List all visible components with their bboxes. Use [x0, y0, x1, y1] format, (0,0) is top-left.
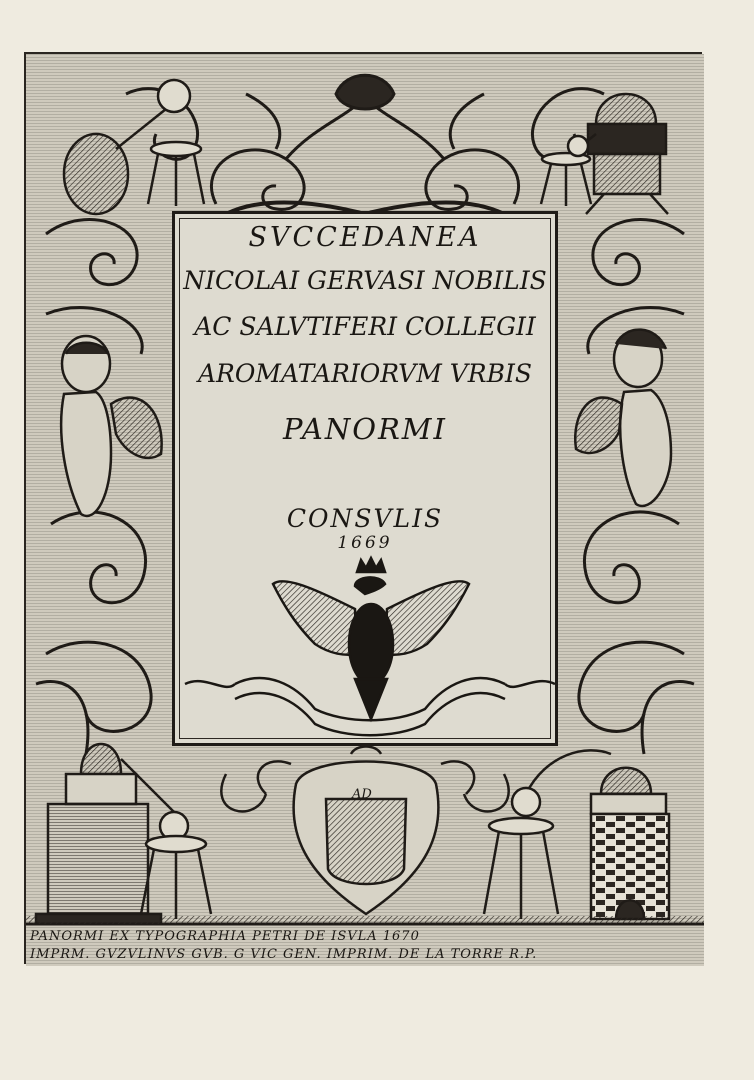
- title-line-4: AROMATARIORVM VRBIS: [198, 359, 532, 388]
- title-line-2: NICOLAI GERVASI NOBILIS: [183, 266, 547, 295]
- title-line-3: AC SALVTIFERI COLLEGII: [194, 312, 536, 341]
- title-line-5: PANORMI: [283, 412, 447, 446]
- title-cartouche: [172, 211, 558, 746]
- title-line-1: SVCCEDANEA: [248, 222, 482, 253]
- coat-of-arms-letters: AD: [352, 787, 372, 802]
- imprint-line-1: PANORMI EX TYPOGRAPHIA PETRI DE ISVLA 1670: [30, 929, 420, 944]
- engraved-plate: [24, 52, 702, 964]
- imprint-line-2: IMPRM. GVZVLINVS GVB. G VIC GEN. IMPRIM. DE LA TORRE R.P.: [30, 947, 538, 962]
- title-line-consulis: CONSVLIS: [286, 504, 444, 533]
- title-year: 1669: [337, 533, 393, 553]
